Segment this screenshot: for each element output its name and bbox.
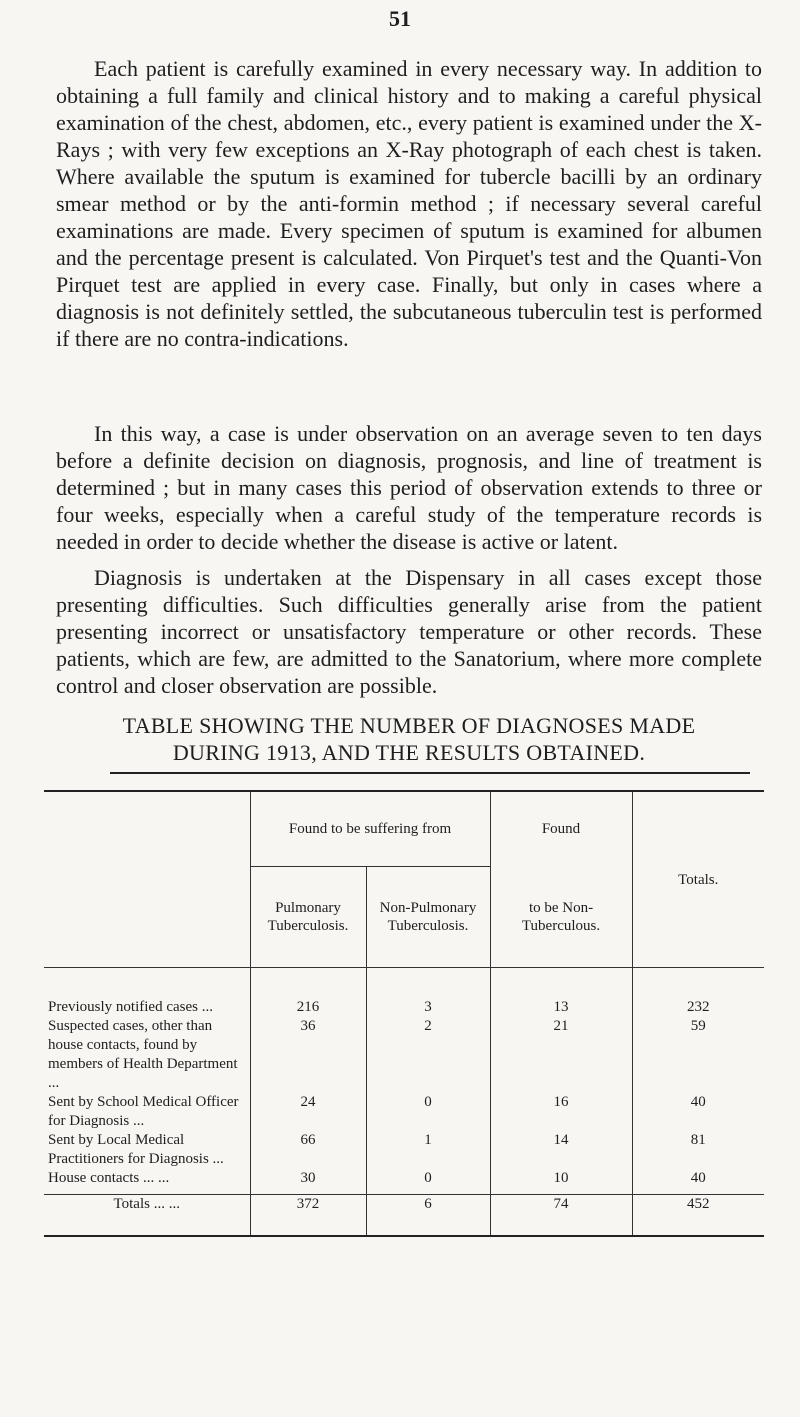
cell-pulmonary: 66 <box>250 1131 366 1169</box>
paragraph-text: In this way, a case is under observation on an average seven to ten days before a definite decision on diagnosis, prognosis, and line of treatment is determined ; but in many cases this period of observation extends to three or four weeks, especially when a careful study of the temperature records is needed in order to decide whether the disease is active or latent. <box>56 421 762 554</box>
row-label: Sent by School Medical Officer for Diagnosis ... <box>48 1094 239 1129</box>
table-row <box>44 1169 764 1195</box>
row-label: Sent by Local Medical Practitioners for Diagnosis ... <box>48 1132 224 1167</box>
cell-non-tuberculous: 16 <box>490 1093 632 1131</box>
paragraph-observation <box>56 420 762 555</box>
cell-pulmonary: 36 <box>250 1017 366 1093</box>
table-row <box>44 1093 764 1131</box>
header-non-tuberculous: to be Non-Tuberculous. <box>490 867 632 968</box>
header-non-pulmonary: Non-Pulmonary Tuberculosis. <box>366 867 490 968</box>
header-pulmonary: Pulmonary Tuberculosis. <box>250 867 366 968</box>
table-title-line-2: DURING 1913, AND THE RESULTS OBTAINED. <box>172 740 646 765</box>
cell-pulmonary: 24 <box>250 1093 366 1131</box>
cell-non-tuberculous: 14 <box>490 1131 632 1169</box>
row-label: Previously notified cases ... <box>48 999 213 1015</box>
table-title <box>56 712 762 766</box>
header-blank <box>44 791 250 867</box>
cell-non-tuberculous: 13 <box>490 998 632 1017</box>
cell-non-tuberculous: 21 <box>490 1017 632 1093</box>
cell-non-pulmonary: 0 <box>366 1093 490 1131</box>
total-pulmonary: 372 <box>250 1195 366 1237</box>
header-blank <box>44 867 250 968</box>
cell-non-pulmonary: 2 <box>366 1017 490 1093</box>
paragraph-dispensary <box>56 564 762 699</box>
cell-total: 81 <box>632 1131 764 1169</box>
cell-pulmonary: 30 <box>250 1169 366 1195</box>
cell-non-tuberculous: 10 <box>490 1169 632 1195</box>
cell-total: 40 <box>632 1169 764 1195</box>
table-row <box>44 1131 764 1169</box>
cell-pulmonary: 216 <box>250 998 366 1017</box>
paragraph-examination <box>56 55 762 352</box>
cell-non-pulmonary: 1 <box>366 1131 490 1169</box>
cell-total: 59 <box>632 1017 764 1093</box>
total-non-tuberculous: 74 <box>490 1195 632 1237</box>
title-underline <box>110 772 750 774</box>
cell-non-pulmonary: 3 <box>366 998 490 1017</box>
totals-row <box>44 1195 764 1237</box>
row-label: House contacts ... ... <box>48 1170 170 1186</box>
table-title-line-1: TABLE SHOWING THE NUMBER OF DIAGNOSES MADE <box>122 713 696 738</box>
page-number: 51 <box>389 6 411 31</box>
table-row <box>44 1017 764 1093</box>
table-row <box>44 998 764 1017</box>
header-found: Found <box>490 791 632 867</box>
total-non-pulmonary: 6 <box>366 1195 490 1237</box>
header-totals: Totals. <box>632 791 764 968</box>
paragraph-text: Each patient is carefully examined in every necessary way. In addition to obtaining a full family and clinical history and to making a careful physical examination of the chest, abdomen, etc., every patient is examined under the X-Rays ; with very few exceptions an X-Ray photograph of each chest is taken. Where available the sputum is examined for tubercle bacilli by an ordinary smear method or by the anti-formin method ; if necessary several careful examinations are made. Every specimen of sputum is examined for albumen and the percentage present is calculated. Von Pirquet's test and the Quanti-Von Pirquet test are applied in every case. Finally, but only in cases where a diagnosis is not definitely settled, the subcutaneous tuberculin test is performed if there are no contra-indications. <box>56 56 762 351</box>
header-found-suffering: Found to be suffering from <box>250 791 490 867</box>
row-label: Suspected cases, other than house contacts, found by members of Health Department ... <box>48 1018 238 1091</box>
diagnoses-table <box>44 790 764 1237</box>
totals-label: Totals ... ... <box>113 1196 180 1212</box>
cell-total: 40 <box>632 1093 764 1131</box>
paragraph-text: Diagnosis is undertaken at the Dispensary in all cases except those presenting difficulties. Such difficulties generally arise from the patient presenting incorrect or unsatisfactory temperature or other records. These patients, which are few, are admitted to the Sanatorium, where more complete control and closer observation are possible. <box>56 565 762 698</box>
cell-total: 232 <box>632 998 764 1017</box>
cell-non-pulmonary: 0 <box>366 1169 490 1195</box>
grand-total: 452 <box>632 1195 764 1237</box>
